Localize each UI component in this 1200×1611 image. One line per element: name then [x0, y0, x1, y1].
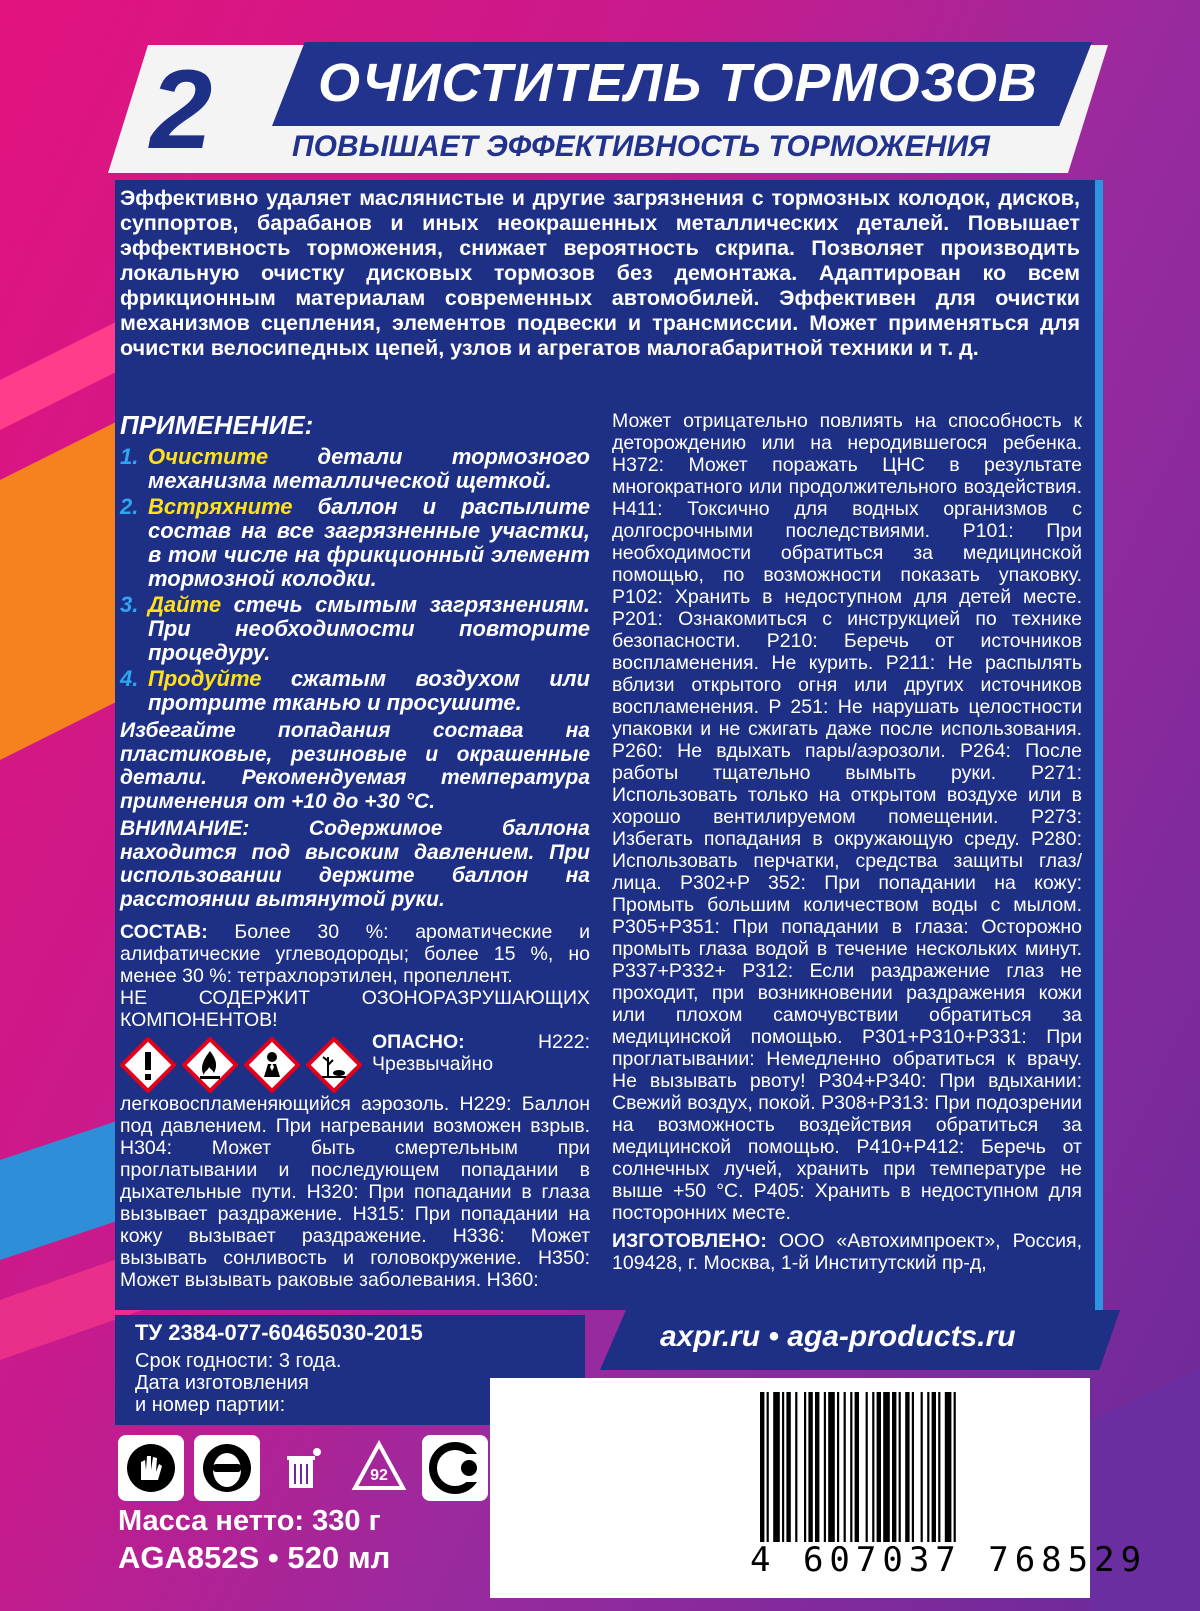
left-column — [120, 410, 590, 1291]
barcode-bar — [804, 1392, 806, 1542]
step-text: стечь смытым загрязнениям. При необходимости повторите процедуру. — [148, 592, 590, 665]
barcode-bar — [824, 1392, 826, 1542]
usage-step — [120, 593, 590, 665]
barcode-bar — [837, 1392, 839, 1542]
usage-heading: ПРИМЕНЕНИЕ: — [120, 410, 314, 440]
barcode-bar — [877, 1392, 881, 1542]
hazard-text: H222: Чрезвычайно легковоспламеняющийся аэрозоль. H229: Баллон под давлением. При нагревании возможен взрыв. H304: Может быть смертельным при проглатывании и последующем попадании в дыхательные пути. H320: При попадании в глаза вызывает раздражение. H315: При попадании на кожу вызывает раздражение. H336: Может вызывать сонливость и головокружение. H350: Может вызывать раковые заболевания. H360: — [120, 1031, 590, 1291]
barcode-bar — [808, 1392, 812, 1542]
barcode-bar — [932, 1392, 936, 1542]
step-text: детали тормозного механизма металлической щеткой. — [148, 444, 590, 493]
composition-label: СОСТАВ: — [120, 921, 208, 943]
step-number: 4. — [120, 666, 139, 691]
step-verb: Дайте — [148, 592, 222, 617]
barcode-number: 4 607037 768529 — [750, 1540, 1148, 1580]
eac-ctr-icon — [422, 1435, 488, 1501]
manufacturer-text: ООО «Автохимпроект», Россия, 109428, г. Москва, 1-й Институтский пр-д, — [612, 1230, 1082, 1274]
barcode-bar — [828, 1392, 835, 1542]
shelf-life: Срок годности: 3 года. — [135, 1350, 342, 1372]
barcode-bar — [815, 1392, 819, 1542]
barcode-bar — [786, 1392, 790, 1542]
avoid-warning: Избегайте попадания состава на пластиковые, резиновые и окрашенные детали. Рекомендуемая температура применения от +10 до +30 °С. — [120, 719, 590, 813]
goggles-icon — [194, 1435, 260, 1501]
recycle-code: 92 — [370, 1467, 388, 1484]
usage-step — [120, 667, 590, 715]
manufacturer-label: ИЗГОТОВЛЕНО: — [612, 1230, 767, 1252]
no-ozone-note: НЕ СОДЕРЖИТ ОЗОНОРАЗРУШАЮЩИХ КОМПОНЕНТОВ! — [120, 987, 590, 1031]
barcode-bar — [773, 1392, 780, 1542]
ghs-pictograms — [120, 1037, 362, 1093]
batch-line-1: Дата изготовления — [135, 1372, 309, 1394]
product-description: Эффективно удаляет маслянистые и другие загрязнения с тормозных колодок, дисков, суппортов, барабанов и иных неокрашенных металлических деталей. Повышает эффективность торможения, снижает вероятность скрипа. Позволяет производить локальную очистку дисковых тормозов без демонтажа. Адаптирован ко всем фрикционным материалам современных автомобилей. Эффективен для очистки механизмов сцепления, элементов подвески и трансмиссии. Может применяться для очистки велосипедных цепей, узлов и агрегатов малогабаритной техники и т. д. — [120, 186, 1080, 360]
step-verb: Продуйте — [148, 666, 262, 691]
tech-spec: ТУ 2384-077-60465030-2015 — [135, 1320, 423, 1345]
barcode-bar — [912, 1392, 914, 1542]
step-number: 2. — [120, 494, 139, 519]
composition — [120, 921, 590, 1031]
footer-icons — [118, 1435, 488, 1501]
barcode-bar — [892, 1392, 896, 1542]
barcode-bar — [850, 1392, 852, 1542]
step-verb: Встряхните — [148, 494, 293, 519]
shelf-life-block — [135, 1350, 341, 1416]
recycle-92-icon — [346, 1435, 412, 1501]
barcode-bar — [883, 1392, 890, 1542]
barcode-bar — [899, 1392, 901, 1542]
barcode-bar — [954, 1392, 956, 1542]
barcode-bar — [921, 1392, 923, 1542]
net-mass: Масса нетто: 330 г — [118, 1505, 381, 1537]
barcode-bar — [782, 1392, 784, 1542]
barcode-bar — [760, 1392, 764, 1542]
product-code: AGA852S • 520 мл — [118, 1540, 391, 1575]
composition-text: Более 30 %: ароматические и алифатические углеводороды; более 15 %, но менее 30 %: тетрахлорэтилен, пропеллент. — [120, 921, 590, 987]
barcode-bar — [945, 1392, 952, 1542]
gloves-icon — [118, 1435, 184, 1501]
attention-warning: ВНИМАНИЕ: Содержимое баллона находится под высоким давлением. При использовании держите баллон на расстоянии вытянутой руки. — [120, 817, 590, 911]
barcode-bar — [844, 1392, 846, 1542]
step-number: 1. — [120, 444, 139, 469]
right-column — [612, 410, 1082, 1274]
flame-icon — [182, 1037, 238, 1093]
step-verb: Очистите — [148, 444, 269, 469]
barcode-bar — [905, 1392, 909, 1542]
product-subtitle: ПОВЫШАЕТ ЭФФЕКТИВНОСТЬ ТОРМОЖЕНИЯ — [292, 130, 990, 163]
product-number: 2 — [150, 47, 213, 172]
usage-step — [120, 445, 590, 493]
hazard-statements-right: Может отрицательно повлиять на способность к деторождению или на неродившегося ребенка. H372: Может поражать ЦНС в результате многократного или продолжительного воздействия. H411: Токсично для водных организмов с долгосрочными последствиями. P101: При необходимости обратиться за медицинской помощью, по возможности показать упаковку. P102: Хранить в недоступном для детей месте. P201: Ознакомиться с инструкцией по технике безопасности. P210: Беречь от источников воспламенения. Не курить. P211: Не распылять вблизи открытого огня или других источников воспламенения. P 251: Не нарушать целостности упаковки и не сжигать даже после использования. P260: Не вдыхать пары/аэрозоли. P264: После работы тщательно вымыть руки. P271: Использовать только на открытом воздухе или в хорошо вентилируемом помещении. P273: Избегать попадания в окружающую среду. P280: Использовать перчатки, средства защиты глаз/лица. P302+P 352: При попадании на кожу: Промыть большим количеством воды с мылом. P305+P351: При попадании в глаза: Осторожно промыть глаза водой в течение нескольких минут. P337+P332+ P312: Если раздражение глаз не проходит, при возникновении раздражения кожи или плохом самочувствии обратиться за медицинской помощью. P301+P310+P331: При проглатывании: Немедленно обратиться к врачу. Не вызывать рвоту! P304+P340: При вдыхании: Свежий воздух, покой. P308+P313: При подозрении на возможность воздействия обратиться за медицинской помощью. P410+P412: Беречь от солнечных лучей, хранить при температуре не выше +50 °С. P405: Хранить в недоступном для посторонних месте. — [612, 410, 1082, 1224]
batch-line-2: и номер партии: — [135, 1394, 286, 1416]
usage-step — [120, 495, 590, 591]
barcode-bar — [767, 1392, 769, 1542]
barcode-bar — [938, 1392, 940, 1542]
exclamation-icon — [120, 1037, 176, 1093]
barcode-bar — [866, 1392, 868, 1542]
environment-icon — [306, 1037, 362, 1093]
hazard-label: ОПАСНО: — [372, 1031, 465, 1053]
trash-bin-icon — [270, 1435, 336, 1501]
step-number: 3. — [120, 592, 139, 617]
barcode-bar — [795, 1392, 797, 1542]
barcode-bar — [927, 1392, 929, 1542]
website-links: axpr.ru • aga-products.ru — [660, 1320, 1016, 1353]
product-title: ОЧИСТИТЕЛЬ ТОРМОЗОВ — [318, 53, 1038, 113]
health-hazard-icon — [244, 1037, 300, 1093]
manufacturer — [612, 1230, 1082, 1274]
step-text: сжатым воздухом или протрите тканью и просушите. — [148, 666, 590, 715]
barcode-bar — [872, 1392, 874, 1542]
barcode-bar — [855, 1392, 859, 1542]
step-text: баллон и распылите состав на все загрязненные участки, в том числе на фрикционный элемент тормозной колодки. — [148, 494, 590, 591]
barcode-icon — [760, 1392, 1060, 1542]
